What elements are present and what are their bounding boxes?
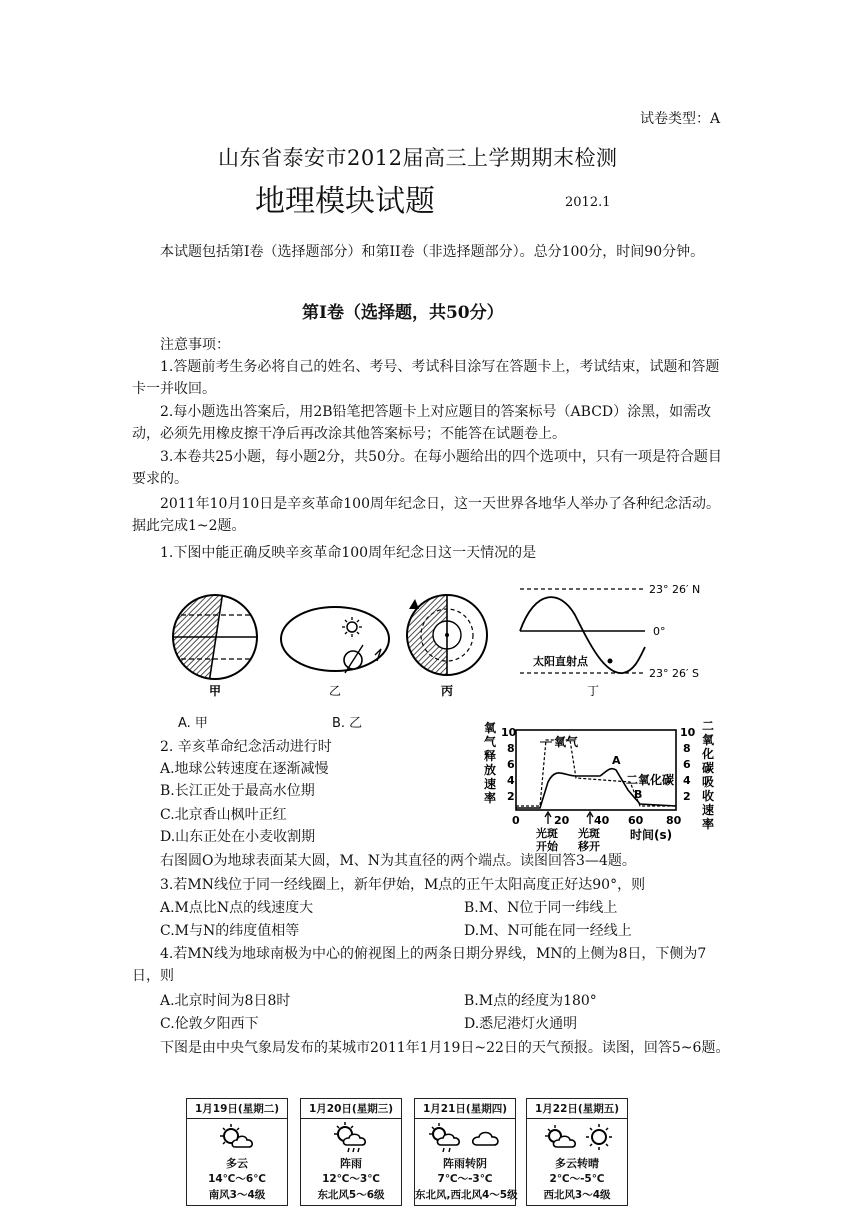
question-3-stem: 3.若MN线位于同一经线圈上，新年伊始，M点的正午太阳高度正好达90°，则 xyxy=(160,877,646,893)
ding-label-equator: 0° xyxy=(653,625,666,638)
svg-text:率: 率 xyxy=(702,817,715,831)
oxygen-label: 氧气 xyxy=(554,735,579,749)
svg-text:40: 40 xyxy=(594,814,610,827)
weather-card-day4 xyxy=(526,1098,628,1206)
weather-date: 1月22日(星期五) xyxy=(527,1100,627,1119)
weather-card-day3 xyxy=(414,1098,516,1206)
partly-cloudy-icon xyxy=(187,1121,287,1155)
svg-text:碳: 碳 xyxy=(702,761,715,775)
weather-wind: 南风3～4级 xyxy=(208,1189,266,1201)
question-2-option-d: D.山东正处在小麦收割期 xyxy=(160,829,316,845)
passage-3: 下图是由中央气象局发布的某城市2011年1月19日~22日的天气预报。读图，回答5~6题。 xyxy=(160,1040,730,1056)
notice-item-3: 3.本卷共25小题，每小题2分，共50分。在每小题给出的四个选项中，只有一项是符合题目要求的。 xyxy=(132,449,722,487)
svg-text:率: 率 xyxy=(484,791,497,805)
svg-text:释: 释 xyxy=(484,749,497,763)
svg-text:收: 收 xyxy=(702,789,715,803)
weather-wind: 东北风5～6级 xyxy=(317,1189,385,1201)
svg-text:80: 80 xyxy=(666,814,682,827)
notice-heading: 注意事项： xyxy=(160,337,230,353)
figure-bing xyxy=(405,593,487,677)
weather-card-day1 xyxy=(186,1098,288,1206)
svg-text:10: 10 xyxy=(501,726,517,739)
svg-text:6: 6 xyxy=(683,758,691,771)
svg-text:二: 二 xyxy=(702,719,715,733)
weather-temp: 12℃～3℃ xyxy=(322,1173,380,1185)
passage-1: 2011年10月10日是辛亥革命100周年纪念日，这一天世界各地华人举办了各种纪念活动。据此完成1~2题。 xyxy=(132,496,720,534)
weather-temp: 14℃～6℃ xyxy=(208,1173,266,1185)
passage-2: 右图圆O为地球表面某大圆，M、N为其直径的两个端点。读图回答3—4题。 xyxy=(160,853,636,869)
question-3-option-b: B.M、N位于同一纬线上 xyxy=(464,900,618,916)
point-b-label: B xyxy=(634,788,643,801)
weather-date: 1月20日(星期三) xyxy=(301,1100,401,1119)
light-on-1: 光斑 xyxy=(536,827,558,840)
weather-desc: 阵雨转阴 xyxy=(443,1157,487,1170)
light-off-2: 移开 xyxy=(578,840,600,852)
left-y-ticks xyxy=(501,726,517,803)
svg-text:放: 放 xyxy=(484,763,497,777)
x-ticks xyxy=(512,814,682,827)
weather-desc: 多云 xyxy=(226,1157,248,1170)
weather-card-day2 xyxy=(300,1098,402,1206)
co2-label: 二氧化碳 xyxy=(626,773,675,787)
notice-item-1: 1.答题前考生务必将自己的姓名、考号、考试科目涂写在答题卡上，考试结束，试题和答题卡一并收回。 xyxy=(132,359,720,397)
figure-label-ding: 丁 xyxy=(587,684,600,698)
question-4-option-b: B.M点的经度为180° xyxy=(464,993,597,1009)
svg-text:20: 20 xyxy=(554,814,570,827)
weather-desc: 多云转晴 xyxy=(555,1157,599,1170)
title-line1: 山东省泰安市2012届高三上学期期末检测 xyxy=(218,146,618,170)
svg-text:4: 4 xyxy=(507,774,515,787)
svg-text:4: 4 xyxy=(683,774,691,787)
figure-label-bing: 丙 xyxy=(441,684,454,698)
svg-text:8: 8 xyxy=(683,742,691,755)
question-1-option-a: A. 甲 xyxy=(178,716,208,731)
question-2-option-c: C.北京香山枫叶正红 xyxy=(160,807,287,823)
question-1-figures xyxy=(165,575,735,705)
intro-paragraph: 本试题包括第I卷（选择题部分）和第II卷（非选择题部分）。总分100分，时间90分钟。 xyxy=(160,244,705,260)
question-3-option-a: A.M点比N点的线速度大 xyxy=(160,900,314,916)
shower-to-overcast-icon xyxy=(415,1121,515,1155)
title-line2: 地理模块试题 xyxy=(255,184,435,219)
right-axis-title xyxy=(701,719,715,831)
question-4-option-d: D.悉尼港灯火通明 xyxy=(464,1016,578,1032)
ding-label-south: 23° 26′ S xyxy=(649,667,699,680)
question-2-option-b: B.长江正处于最高水位期 xyxy=(160,783,315,799)
svg-text:2: 2 xyxy=(683,790,691,803)
question-4-option-c: C.伦敦夕阳西下 xyxy=(160,1016,259,1032)
left-axis-title xyxy=(484,720,497,805)
question-4-option-a: A.北京时间为8日8时 xyxy=(160,993,291,1009)
svg-text:氧: 氧 xyxy=(484,721,497,735)
x-unit: 时间(s) xyxy=(630,828,673,842)
weather-desc: 阵雨 xyxy=(340,1157,362,1170)
svg-text:0: 0 xyxy=(512,814,520,827)
svg-text:氧: 氧 xyxy=(702,733,715,747)
svg-text:8: 8 xyxy=(507,742,515,755)
question-1-option-b: B. 乙 xyxy=(332,716,363,731)
point-a-label: A xyxy=(612,754,621,767)
cloudy-to-sunny-icon xyxy=(527,1121,627,1155)
figure-ding xyxy=(520,583,700,680)
svg-text:化: 化 xyxy=(702,747,715,761)
notice-item-2: 2.每小题选出答案后，用2B铅笔把答题卡上对应题目的答案标号（ABCD）涂黑，如需改动，必须先用橡皮擦干净后再改涂其他答案标号；不能答在试题卷上。 xyxy=(132,404,712,442)
exam-date: 2012.1 xyxy=(565,195,611,210)
weather-wind: 东北风,西北风4～5级 xyxy=(415,1189,518,1201)
weather-temp: 2℃～-5℃ xyxy=(549,1173,605,1185)
svg-text:10: 10 xyxy=(680,726,696,739)
right-y-ticks xyxy=(680,726,696,803)
figure-label-jia: 甲 xyxy=(209,684,222,698)
svg-text:6: 6 xyxy=(507,758,515,771)
figure-yi xyxy=(281,607,389,673)
svg-text:60: 60 xyxy=(628,814,644,827)
ding-label-point: 太阳直射点 xyxy=(533,655,588,668)
figure-label-yi: 乙 xyxy=(329,684,342,698)
question-2-stem: 2. 辛亥革命纪念活动进行时 xyxy=(160,739,332,755)
ding-label-north: 23° 26′ N xyxy=(649,583,701,596)
question-4-stem: 4.若MN线为地球南极为中心的俯视图上的两条日期分界线，MN的上侧为8日，下侧为7日，则 xyxy=(132,946,707,984)
svg-text:速: 速 xyxy=(484,777,497,791)
light-on-2: 开始 xyxy=(536,840,558,852)
section1-heading: 第I卷（选择题，共50分） xyxy=(302,303,504,323)
svg-text:气: 气 xyxy=(484,735,497,749)
light-off-1: 光斑 xyxy=(578,827,600,840)
question-1-stem: 1.下图中能正确反映辛亥革命100周年纪念日这一天情况的是 xyxy=(160,545,537,561)
weather-date: 1月21日(星期四) xyxy=(415,1100,515,1119)
shower-icon xyxy=(301,1121,401,1155)
weather-temp: 7℃～-3℃ xyxy=(437,1173,493,1185)
question-2-option-a: A.地球公转速度在逐渐减慢 xyxy=(160,761,329,777)
svg-text:速: 速 xyxy=(702,803,715,817)
svg-text:2: 2 xyxy=(507,790,515,803)
question-3-option-c: C.M与N的纬度值相等 xyxy=(160,923,300,939)
weather-date: 1月19日(星期二) xyxy=(187,1100,287,1119)
paper-type: 试卷类型：A xyxy=(640,111,721,127)
svg-text:吸: 吸 xyxy=(702,775,715,789)
weather-wind: 西北风3～4级 xyxy=(543,1189,611,1201)
question-3-option-d: D.M、N可能在同一经线上 xyxy=(464,923,632,939)
photosynthesis-chart xyxy=(480,718,720,852)
